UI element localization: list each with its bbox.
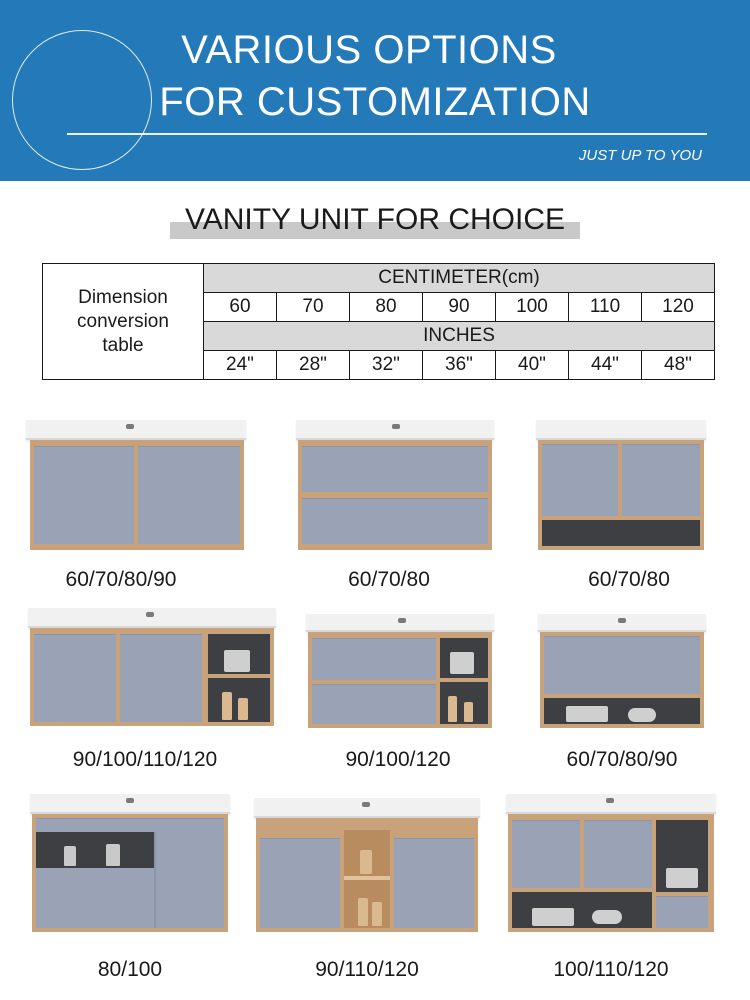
door-panel bbox=[34, 634, 116, 722]
faucet-hole bbox=[392, 424, 400, 429]
vanity-doors-tall-shelf bbox=[506, 794, 716, 934]
cm-value: 90 bbox=[423, 293, 496, 322]
vanity-flap-open-base bbox=[538, 614, 706, 730]
cm-header: CENTIMETER(cm) bbox=[204, 264, 715, 293]
basin-top bbox=[306, 614, 494, 632]
product-caption: 90/110/120 bbox=[315, 958, 419, 981]
door-panel bbox=[584, 820, 652, 888]
product-caption: 60/70/80/90 bbox=[566, 748, 678, 771]
door-panel bbox=[394, 838, 474, 928]
cm-value: 80 bbox=[350, 293, 423, 322]
open-shelf bbox=[542, 520, 700, 546]
inch-value: 48" bbox=[642, 351, 715, 380]
drawer-panel bbox=[302, 498, 488, 544]
drawer-panel bbox=[656, 896, 708, 928]
towel-stack bbox=[224, 650, 250, 672]
vanity-two-drawer-side-shelf bbox=[306, 614, 494, 730]
faucet-hole bbox=[126, 424, 134, 429]
drawer-panel bbox=[302, 446, 488, 492]
rolled-towels bbox=[628, 708, 656, 722]
towel-stack bbox=[450, 652, 474, 674]
header-banner bbox=[0, 0, 750, 181]
faucet-hole bbox=[606, 798, 614, 803]
inch-value: 24" bbox=[204, 351, 277, 380]
shelf-board bbox=[440, 678, 488, 682]
dimension-conversion-table bbox=[42, 263, 715, 380]
cm-value: 70 bbox=[277, 293, 350, 322]
vanity-two-door bbox=[26, 420, 246, 552]
cm-value: 120 bbox=[642, 293, 715, 322]
product-caption: 90/100/110/120 bbox=[72, 748, 218, 771]
faucet-hole bbox=[362, 802, 370, 807]
cm-value: 110 bbox=[569, 293, 642, 322]
bottle bbox=[464, 702, 473, 722]
door-panel bbox=[512, 820, 580, 888]
product-caption: 100/110/120 bbox=[553, 958, 669, 981]
drawer-panel bbox=[312, 638, 436, 680]
faucet-hole bbox=[146, 612, 154, 617]
product-caption: 80/100 bbox=[97, 958, 163, 981]
product-caption: 90/100/120 bbox=[345, 748, 451, 771]
door-panel bbox=[34, 446, 134, 544]
panel-seam bbox=[154, 832, 156, 928]
bottle bbox=[64, 846, 76, 866]
inch-header: INCHES bbox=[204, 322, 715, 351]
basin-top bbox=[28, 608, 276, 628]
towel-stack bbox=[566, 706, 608, 722]
banner-title-line2: FOR CUSTOMIZATION bbox=[159, 80, 591, 124]
bottle bbox=[106, 844, 120, 866]
towel-stack bbox=[532, 908, 574, 926]
niche-shelf bbox=[36, 832, 154, 868]
basin-top bbox=[26, 420, 246, 440]
section-heading: VANITY UNIT FOR CHOICE bbox=[184, 203, 566, 236]
bottle bbox=[222, 692, 232, 720]
vanity-niche-top bbox=[30, 794, 230, 934]
banner-title-line1: VARIOUS OPTIONS bbox=[181, 28, 557, 72]
faucet-hole bbox=[126, 798, 134, 803]
table-row-label bbox=[43, 264, 204, 380]
inch-value: 40" bbox=[496, 351, 569, 380]
shelf-board bbox=[208, 674, 270, 678]
banner-tagline: JUST UP TO YOU bbox=[578, 147, 702, 164]
door-panel bbox=[260, 838, 340, 928]
towel-stack bbox=[666, 868, 698, 888]
faucet-hole bbox=[618, 618, 626, 623]
shelf-board bbox=[344, 876, 390, 880]
vanity-center-shelf bbox=[254, 798, 480, 934]
basin-top bbox=[536, 420, 706, 440]
row-label-line: table bbox=[102, 334, 144, 356]
basin-top bbox=[538, 614, 706, 632]
vanity-two-drawer bbox=[296, 420, 494, 552]
basin-top bbox=[254, 798, 480, 818]
bottle bbox=[448, 696, 457, 722]
flap-panel bbox=[544, 636, 700, 694]
product-caption: 60/70/80 bbox=[348, 568, 430, 591]
bottle bbox=[238, 698, 248, 720]
door-panel bbox=[138, 446, 240, 544]
cm-value: 100 bbox=[496, 293, 569, 322]
door-panel bbox=[120, 634, 202, 722]
rolled-towels bbox=[592, 910, 622, 924]
row-label-line: Dimension bbox=[78, 286, 168, 308]
product-caption: 60/70/80/90 bbox=[65, 568, 177, 591]
basin-top bbox=[506, 794, 716, 814]
cm-value: 60 bbox=[204, 293, 277, 322]
faucet-hole bbox=[398, 618, 406, 623]
vanity-two-door-side-shelf bbox=[28, 608, 276, 728]
inch-value: 32" bbox=[350, 351, 423, 380]
bottle bbox=[358, 898, 368, 926]
basin-top bbox=[30, 794, 230, 814]
door-panel bbox=[622, 444, 700, 516]
drawer-panel bbox=[312, 684, 436, 724]
row-label-line: conversion bbox=[77, 310, 169, 332]
basin-top bbox=[296, 420, 494, 440]
banner-divider bbox=[67, 133, 707, 135]
inch-value: 44" bbox=[569, 351, 642, 380]
bottle bbox=[360, 850, 372, 874]
door-panel bbox=[542, 444, 618, 516]
vanity-two-door-open-base bbox=[536, 420, 706, 552]
product-caption: 60/70/80 bbox=[588, 568, 670, 591]
inch-value: 36" bbox=[423, 351, 496, 380]
bottle bbox=[372, 902, 382, 926]
inch-value: 28" bbox=[277, 351, 350, 380]
